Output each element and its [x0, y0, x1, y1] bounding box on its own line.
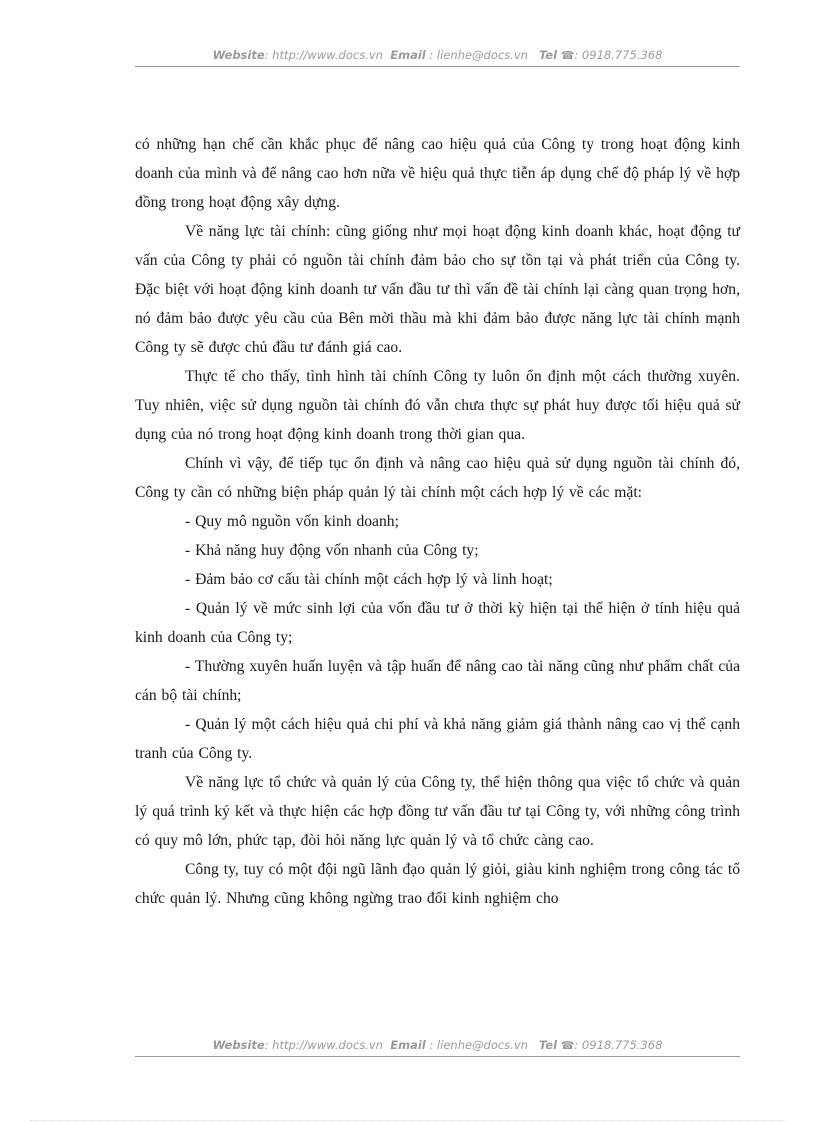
header-website-value: : http://www.docs.vn: [264, 48, 383, 62]
footer-email-label: Email: [390, 1038, 426, 1052]
header-website-label: Website: [212, 48, 265, 62]
phone-icon: ☎: [560, 49, 575, 62]
header-email-label: Email: [390, 48, 426, 62]
footer-website-value: : http://www.docs.vn: [264, 1038, 383, 1052]
page-footer: [135, 1038, 740, 1057]
paragraph: Về năng lực tổ chức và quản lý của Công ty, thể hiện thông qua việc tổ chức và quản lý quá trình ký kết và thực hiện các hợp đồng tư vấn đầu tư tại Công ty, với những công trình có quy mô lớn, phức tạp, đòi hỏi năng lực quản lý và tổ chức càng cao.: [135, 774, 740, 849]
phone-icon: ☎: [560, 1039, 575, 1052]
footer-email-value: : lienhe@docs.vn: [429, 1038, 528, 1052]
list-item: - Quy mô nguồn vốn kinh doanh;: [185, 513, 399, 530]
paragraph: Thực tế cho thấy, tình hình tài chính Công ty luôn ổn định một cách thường xuyên. Tuy nhiên, việc sử dụng nguồn tài chính đó vẫn chưa thực sự phát huy được tối hiệu quả sử dụng của nó trong hoạt động kinh doanh trong thời gian qua.: [135, 368, 740, 443]
document-body: [135, 130, 740, 913]
header-tel-label: Tel: [538, 48, 558, 62]
paragraph: Về năng lực tài chính: cũng giống như mọi hoạt động kinh doanh khác, hoạt động tư vấn của Công ty phải có nguồn tài chính đảm bảo cho sự tồn tại và phát triển của Công ty. Đặc biệt với hoạt động kinh doanh tư vấn đầu tư thì vấn đề tài chính lại càng quan trọng hơn, nó đảm bảo được yêu cầu của Bên mời thầu mà khi đảm bảo được năng lực tài chính mạnh Công ty sẽ được chủ đầu tư đánh giá cao.: [135, 223, 740, 356]
list-item: - Quản lý một cách hiệu quả chi phí và khả năng giảm giá thành nâng cao vị thế cạnh tranh của Công ty.: [135, 716, 740, 762]
paragraph: Công ty, tuy có một đội ngũ lãnh đạo quản lý giỏi, giàu kinh nghiệm trong công tác tổ chức quản lý. Nhưng cũng không ngừng trao đổi kinh nghiệm cho: [135, 861, 740, 907]
list-item: - Khả năng huy động vốn nhanh của Công ty;: [185, 542, 479, 559]
footer-tel-label: Tel: [538, 1038, 558, 1052]
footer-website-label: Website: [212, 1038, 265, 1052]
footer-tel-value: : 0918.775.368: [574, 1038, 663, 1052]
paragraph: có những hạn chế cần khắc phục để nâng cao hiệu quả của Công ty trong hoạt động kinh doanh của mình và để nâng cao hơn nữa về hiệu quả thực tiễn áp dụng chế độ pháp lý về hợp đồng trong hoạt động xây dựng.: [135, 136, 740, 211]
page-edge-divider: [30, 1120, 786, 1121]
paragraph: Chính vì vậy, để tiếp tục ổn định và nâng cao hiệu quả sử dụng nguồn tài chính đó, Công ty cần có những biện pháp quản lý tài chính một cách hợp lý về các mặt:: [135, 455, 740, 501]
list-item: - Thường xuyên huấn luyện và tập huấn để nâng cao tài năng cũng như phẩm chất của cán bộ tài chính;: [135, 658, 740, 704]
list-item: - Đảm bảo cơ cấu tài chính một cách hợp lý và linh hoạt;: [185, 571, 553, 588]
header-tel-value: : 0918.775.368: [574, 48, 663, 62]
list-item: - Quản lý về mức sinh lợi của vốn đầu tư ở thời kỳ hiện tại thể hiện ở tính hiệu quả kinh doanh của Công ty;: [135, 600, 740, 646]
page-header: [135, 48, 740, 67]
header-email-value: : lienhe@docs.vn: [429, 48, 528, 62]
